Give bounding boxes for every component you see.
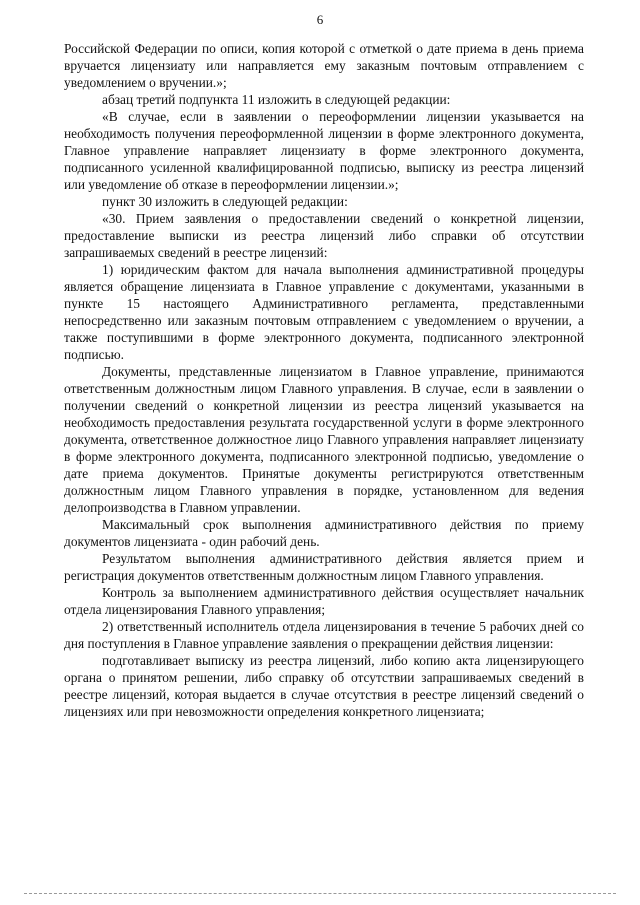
paragraph-5: «30. Прием заявления о предоставлении сведений о конкретной лицензии, предоставление выписки из реестра лицензий либо справки об отсутствии запрашиваемых сведений в реестре лицензий:: [64, 211, 584, 260]
footer-divider: [24, 893, 616, 894]
paragraph-12: подготавливает выписку из реестра лицензий, либо копию акта лицензирующего органа о принятом решении, либо справку об отсутствии запрашиваемых сведений в реестре лицензий, которая выдается в случае отсутствия в реестре лицензий сведений о лицензиях или при невозможности определения конкретного лицензиата;: [64, 653, 584, 719]
paragraph-1: Российской Федерации по описи, копия которой с отметкой о дате приема в день приема вручается лицензиату или направляется ему заказным почтовым отправлением с уведомлением о вручении.»;: [64, 41, 584, 90]
paragraph-11: 2) ответственный исполнитель отдела лицензирования в течение 5 рабочих дней со дня поступления в Главное управление заявления о прекращении действия лицензии:: [64, 619, 584, 651]
page-number: 6: [316, 12, 324, 27]
paragraph-2: абзац третий подпункта 11 изложить в следующей редакции:: [102, 92, 451, 107]
paragraph-9: Результатом выполнения административного действия является прием и регистрация документов ответственным должностным лицом Главного управления.: [64, 551, 584, 583]
paragraph-4: пункт 30 изложить в следующей редакции:: [102, 194, 348, 209]
document-body: [64, 40, 584, 720]
paragraph-8: Максимальный срок выполнения административного действия по приему документов лицензиата - один рабочий день.: [64, 517, 584, 549]
paragraph-6: 1) юридическим фактом для начала выполнения административной процедуры является обращение лицензиата в Главное управление с документами, указанными в пункте 15 настоящего Административного регламента, представленными непосредственно или заказным почтовым отправлением с уведомлением о вручении, а также поступившими в форме электронного документа, подписанного электронной подписью.: [64, 262, 584, 362]
paragraph-7: Документы, представленные лицензиатом в Главное управление, принимаются ответственным должностным лицом Главного управления. В случае, если в заявлении о получении сведений о конкретной лицензии из реестра лицензий указывается на необходимость предоставления результата государственной услуги в форме электронного документа, ответственное должностное лицо Главного управления направляет лицензиату в форме электронного документа, подписанного электронной подписью, уведомление о дате приема документов. Принятые документы регистрируются ответственным должностным лицом Главного управления в порядке, установленном для ведения делопроизводства в Главном управлении.: [64, 364, 584, 515]
paragraph-3: «В случае, если в заявлении о переоформлении лицензии указывается на необходимость получения переоформленной лицензии в форме электронного документа, Главное управление направляет лицензиату в форме электронного документа, подписанного усиленной квалифицированной подписью, выписку из реестра лицензий или уведомление об отказе в переоформлении лицензии.»;: [64, 109, 584, 192]
paragraph-10: Контроль за выполнением административного действия осуществляет начальник отдела лицензирования Главного управления;: [64, 585, 584, 617]
